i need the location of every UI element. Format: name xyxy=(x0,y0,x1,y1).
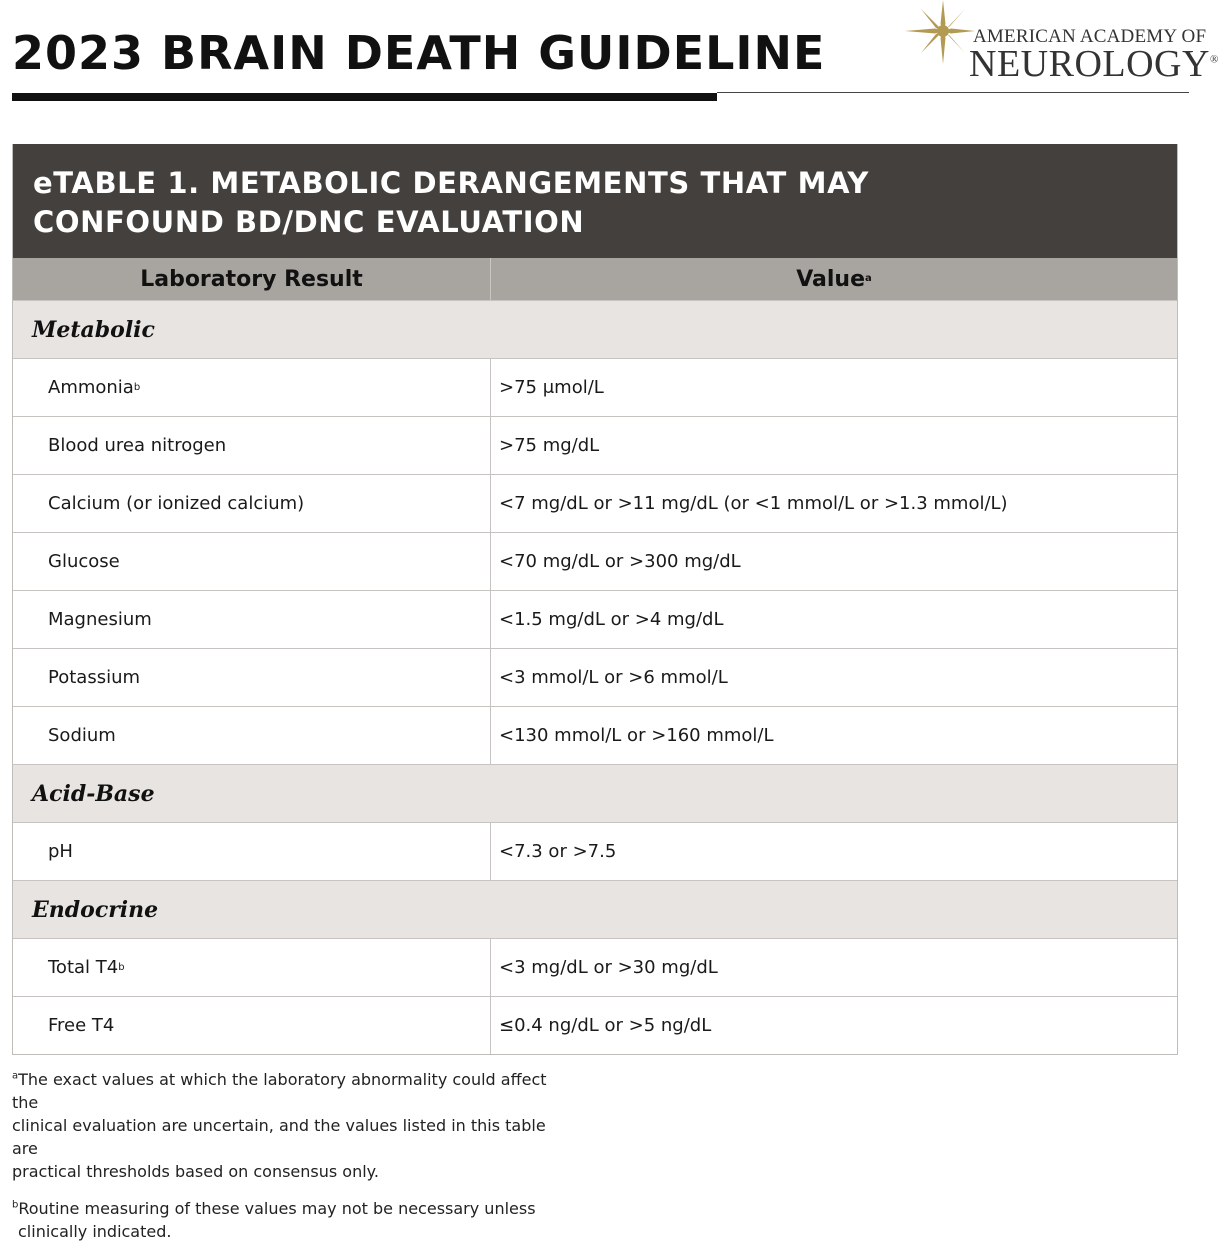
caption-line-1: eTABLE 1. METABOLIC DERANGEMENTS THAT MAY xyxy=(33,166,869,200)
logo-text-line1: AMERICAN ACADEMY OF xyxy=(973,26,1207,47)
lab-result-cell: Ammonia b xyxy=(13,359,491,416)
table-row xyxy=(13,474,1177,532)
value-cell: ≤0.4 ng/dL or >5 ng/dL xyxy=(499,1015,712,1036)
lab-result-cell: Potassium xyxy=(13,649,491,706)
value-cell: <1.5 mg/dL or >4 mg/dL xyxy=(499,609,724,630)
value-cell: <3 mg/dL or >30 mg/dL xyxy=(499,957,718,978)
header-divider-line xyxy=(717,92,1189,93)
value-cell: <7.3 or >7.5 xyxy=(499,841,617,862)
lab-result-cell: Sodium xyxy=(13,707,491,764)
caption-line-2: CONFOUND BD/DNC EVALUATION xyxy=(33,205,585,239)
table-row xyxy=(13,358,1177,416)
page-title: 2023 BRAIN DEATH GUIDELINE xyxy=(12,26,826,80)
table-row xyxy=(13,822,1177,880)
table-row xyxy=(13,996,1177,1054)
title-underline-bar xyxy=(12,93,717,101)
section-header: Acid-Base xyxy=(13,764,1177,822)
table-row xyxy=(13,416,1177,474)
lab-result-cell: pH xyxy=(13,823,491,880)
metabolic-table xyxy=(12,144,1178,1055)
column-header-lab-result: Laboratory Result xyxy=(13,258,491,300)
footnote-a: $^a$The exact values at which the laboratory abnormality could affect the clinical evaluation are uncertain, and the values listed in this table are practical thresholds based on consensus only. xyxy=(12,1070,547,1181)
table-header-row xyxy=(13,258,1177,300)
value-cell: >75 mg/dL xyxy=(499,435,600,456)
logo-wordmark: NEUROLOGY xyxy=(969,43,1210,85)
aan-logo xyxy=(905,0,1219,92)
table-row xyxy=(13,648,1177,706)
section-header: Endocrine xyxy=(13,880,1177,938)
value-cell: <7 mg/dL or >11 mg/dL (or <1 mmol/L or >1.3 mmol/L) xyxy=(499,493,1008,514)
footnote-b-marker: b xyxy=(12,1199,19,1211)
table-body xyxy=(13,300,1177,1054)
value-cell: <70 mg/dL or >300 mg/dL xyxy=(499,551,741,572)
table-caption xyxy=(13,144,1177,258)
lab-result-cell: Calcium (or ionized calcium) xyxy=(13,475,491,532)
lab-result-cell: Blood urea nitrogen xyxy=(13,417,491,474)
table-row xyxy=(13,706,1177,764)
footnote-b: $^b$Routine measuring of these values may not be necessary unless clinically indicated. xyxy=(12,1199,536,1241)
footnotes xyxy=(12,1068,572,1243)
value-cell: <130 mmol/L or >160 mmol/L xyxy=(499,725,774,746)
lab-result-cell: Magnesium xyxy=(13,591,491,648)
logo-text-line2 xyxy=(969,42,1219,86)
table-row xyxy=(13,532,1177,590)
value-cell: <3 mmol/L or >6 mmol/L xyxy=(499,667,728,688)
lab-result-cell: Free T4 xyxy=(13,997,491,1054)
footnote-a-marker: a xyxy=(12,1070,19,1082)
table-row xyxy=(13,938,1177,996)
star-burst-icon xyxy=(905,0,975,64)
lab-result-cell: Glucose xyxy=(13,533,491,590)
lab-result-cell: Total T4 b xyxy=(13,939,491,996)
column-header-value: Value a xyxy=(796,266,872,292)
table-row xyxy=(13,590,1177,648)
registered-mark: ® xyxy=(1209,53,1219,66)
value-cell: >75 μmol/L xyxy=(499,377,604,398)
section-header: Metabolic xyxy=(13,300,1177,358)
